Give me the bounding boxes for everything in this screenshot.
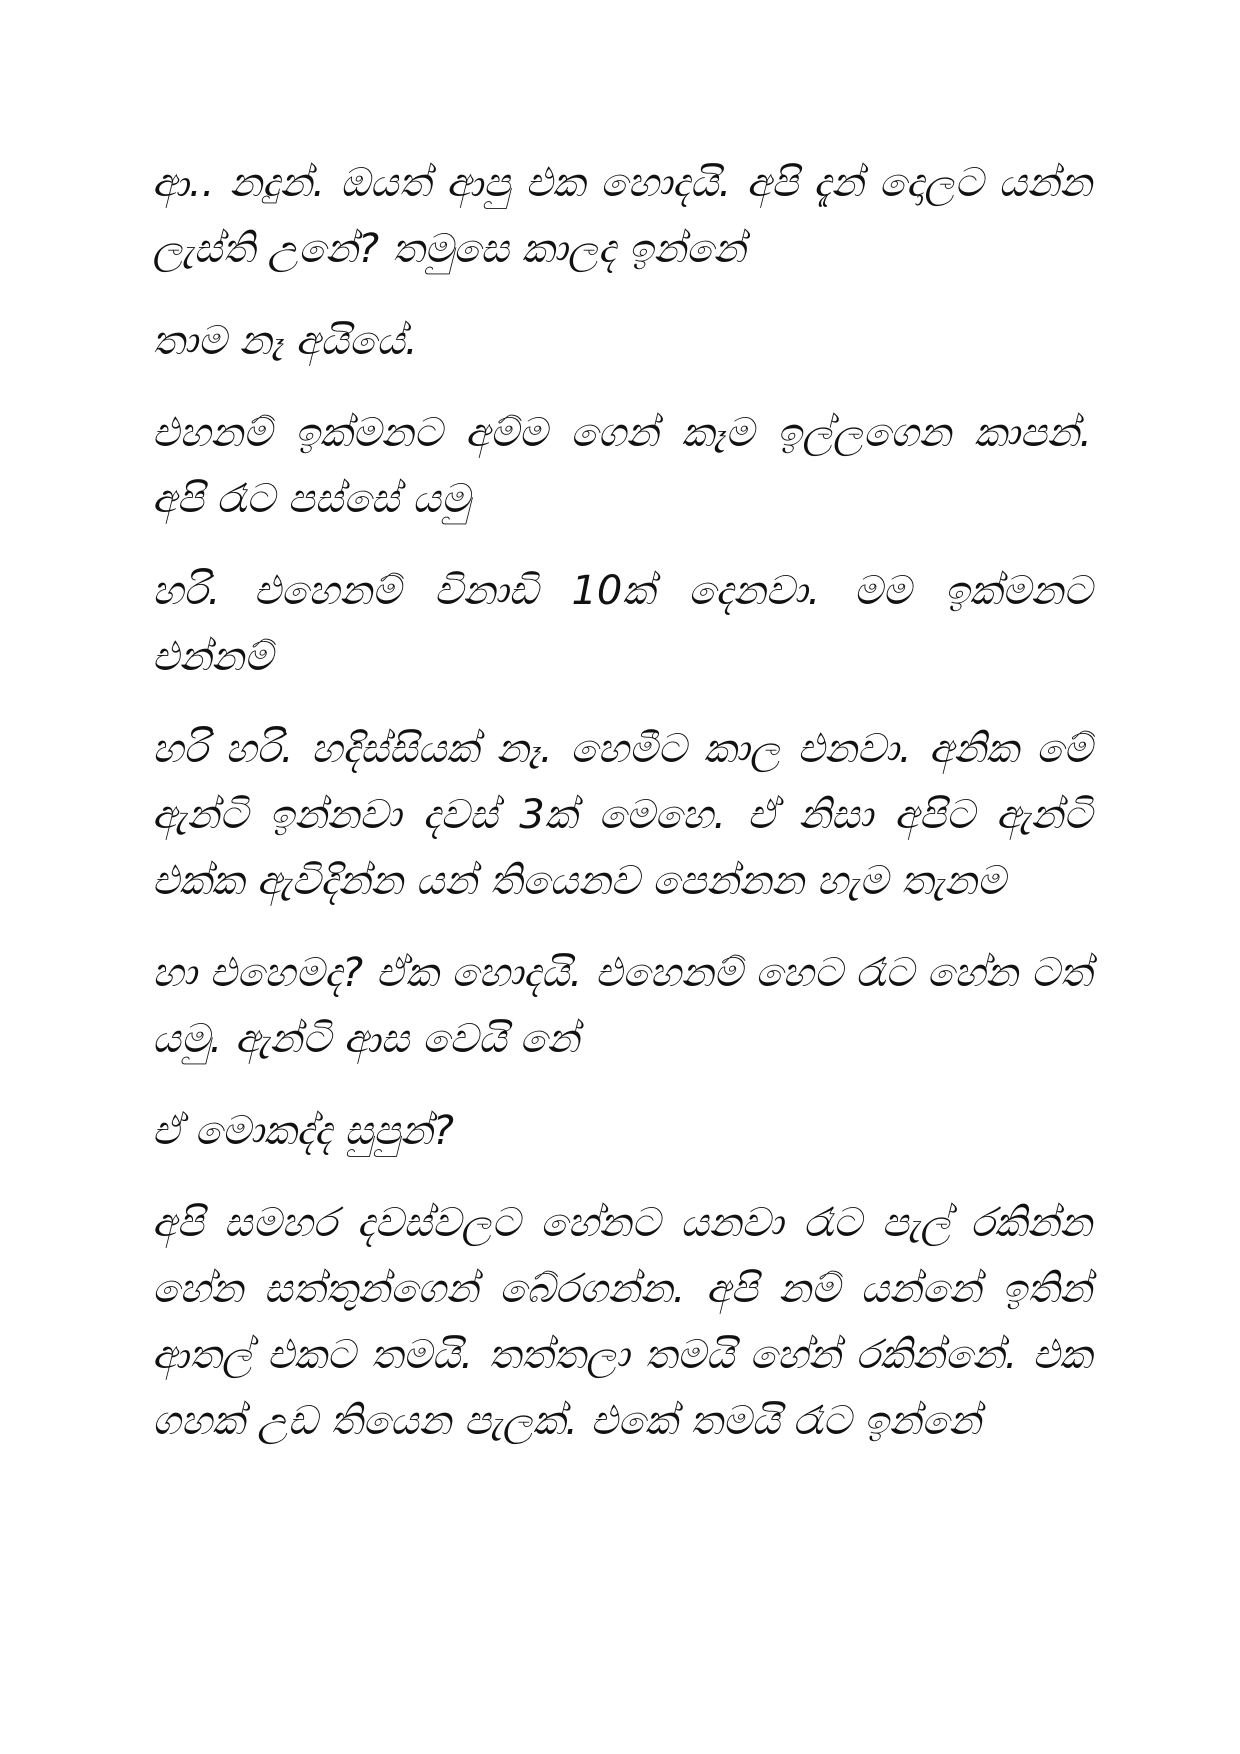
- document-body: [152, 150, 1092, 1480]
- paragraph: අපි සමහර දවස්වලට හේනට යනවා රෑට පැල් රකින්න හේන සත්තුන්ගෙන් බේරගන්න. අපි නම් යන්නේ ඉතින් ආතල් එකට තමයි. තත්තලා තමයි හේන් රකින්නේ. එක ගහක් උඩ තියෙන පැලක්. එකේ තමයි රෑට ඉන්නේ: [152, 1200, 1092, 1444]
- paragraph: හරි. එහෙනම් විනාඩි 10ක් දෙනවා. මම ඉක්මනට එන්නම්: [152, 568, 1092, 680]
- paragraph: ආ.. නදුන්. ඔයත් ආපු එක හොදයි. අපි දැන් දොලට යන්න ලැස්ති උනේ? තමුසෙ කාලද ඉන්නේ: [152, 160, 1092, 272]
- paragraph: තාම නෑ අයියේ.: [152, 318, 418, 364]
- paragraph: හා එහෙමද? ඒක හොදයි. එහෙනම් හෙට රෑට හේන ටත් යමු. ඇන්ටි ආස වෙයි නේ: [152, 950, 1092, 1062]
- paragraph: එහනම් ඉක්මනට අම්ම ගෙන් කෑම ඉල්ලගෙන කාපන්. අපි රෑට පස්සේ යමු: [152, 410, 1092, 522]
- paragraph: හරි හරි. හදිස්සියක් නෑ. හෙමීට කාල එනවා. අනික මේ ඇන්ටි ඉන්නවා දවස් 3ක් මෙහෙ. ඒ නිසා අපිට ඇන්ටි එක්ක ඇවිදින්න යන් තියෙනව පෙන්නන හැම තැනම: [152, 726, 1092, 904]
- paragraph: ඒ මොකද්ද සුපුන්?: [152, 1108, 454, 1154]
